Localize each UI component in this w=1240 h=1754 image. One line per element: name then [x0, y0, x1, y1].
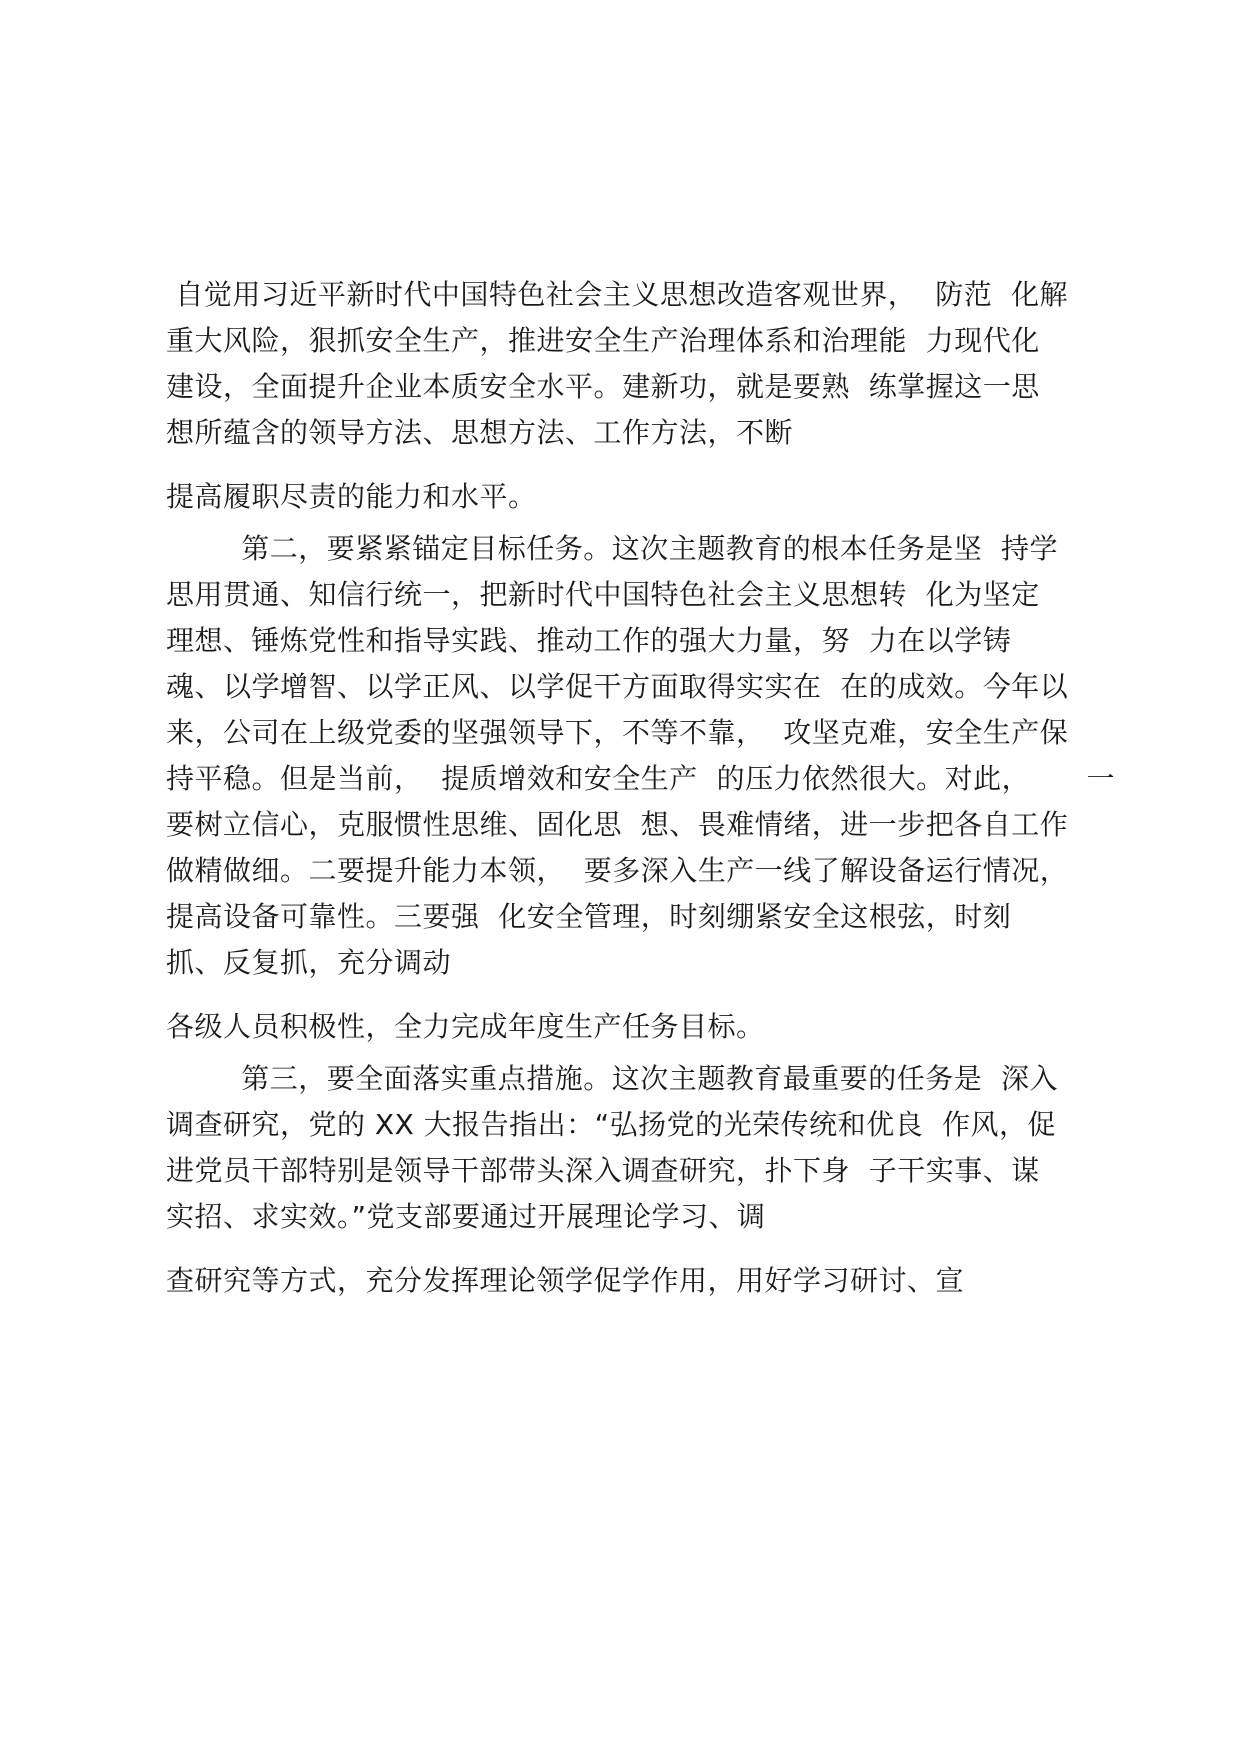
paragraph-line: 提高履职尽责的能力和水平。	[166, 480, 537, 513]
paragraph-line: 做精做细。二要提升能力本领， 要多深入生产一线了解设备运行情况，	[166, 854, 1069, 887]
paragraph-line: 思用贯通、知信行统一，把新时代中国特色社会主义思想转 化为坚定	[166, 578, 1040, 611]
paragraph-line: 调查研究，党的 XX 大报告指出：“弘扬党的光荣传统和优良 作风，促	[166, 1108, 1056, 1141]
paragraph-line: 建设，全面提升企业本质安全水平。建新功，就是要熟 练掌握这一思	[166, 370, 1040, 403]
paragraph-line: 实招、求实效。”党支部要通过开展理论学习、调	[166, 1200, 766, 1233]
paragraph-line: 查研究等方式，充分发挥理论领学促学作用，用好学习研讨、宣	[166, 1264, 965, 1297]
paragraph-line: 魂、以学增智、以学正风、以学促干方面取得实实在 在的成效。今年以	[166, 670, 1069, 703]
paragraph-line: 第二，要紧紧锚定目标任务。这次主题教育的根本任务是坚 持学	[166, 532, 1059, 565]
paragraph-line: 进党员干部特别是领导干部带头深入调查研究，扑下身 子干实事、谋	[166, 1154, 1040, 1187]
paragraph-line: 自觉用习近平新时代中国特色社会主义思想改造客观世界， 防范 化解	[166, 278, 1069, 311]
paragraph-line: 要树立信心，克服惯性思维、固化思 想、畏难情绪，进一步把各自工作	[166, 808, 1069, 841]
paragraph-line: 理想、锤炼党性和指导实践、推动工作的强大力量，努 力在以学铸	[166, 624, 1012, 657]
paragraph-line: 第三，要全面落实重点措施。这次主题教育最重要的任务是 深入	[166, 1062, 1059, 1095]
paragraph-line: 重大风险，狠抓安全生产，推进安全生产治理体系和治理能 力现代化	[166, 324, 1040, 357]
paragraph-line: 想所蕴含的领导方法、思想方法、工作方法，不断	[166, 416, 794, 449]
paragraph-line: 持平稳。但是当前， 提质增效和安全生产 的压力依然很大。对此， 一	[166, 762, 1116, 795]
paragraph-line: 来，公司在上级党委的坚强领导下，不等不靠， 攻坚克难，安全生产保	[166, 716, 1069, 749]
paragraph-line: 各级人员积极性，全力完成年度生产任务目标。	[166, 1010, 765, 1043]
paragraph-line: 提高设备可靠性。三要强 化安全管理，时刻绷紧安全这根弦，时刻	[166, 900, 1012, 933]
paragraph-line: 抓、反复抓，充分调动	[166, 946, 452, 979]
